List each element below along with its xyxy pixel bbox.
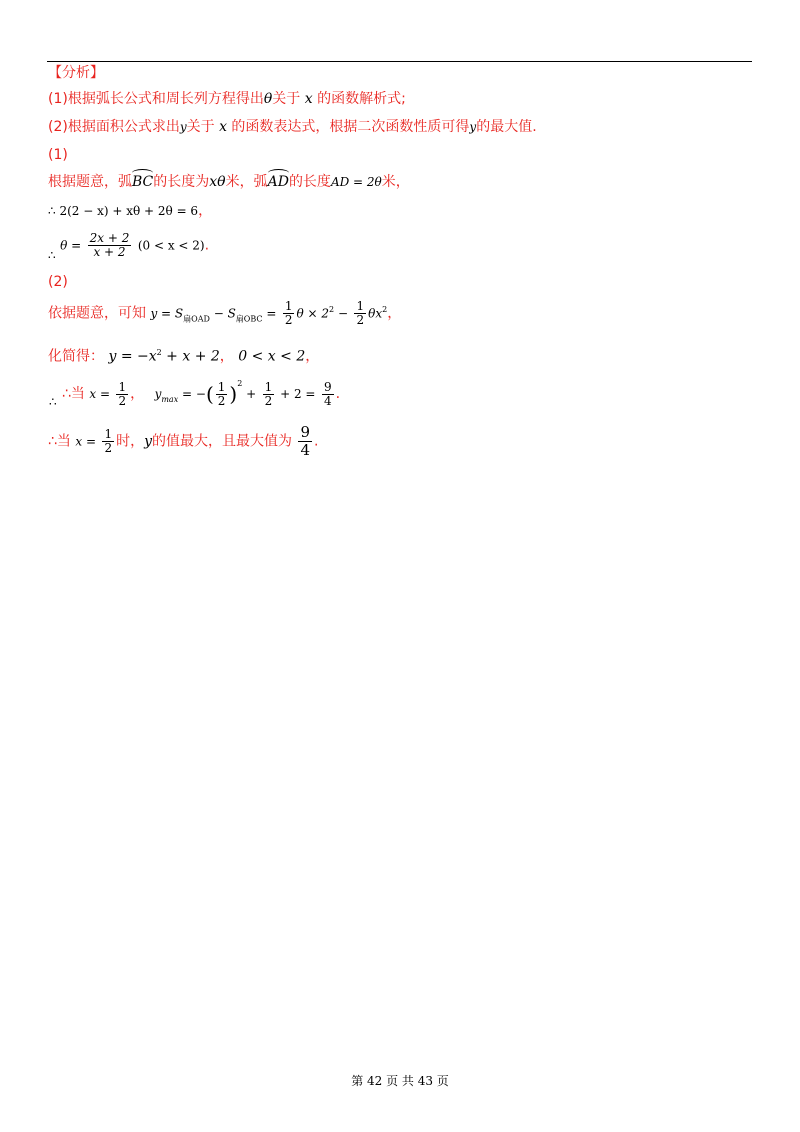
part1-label: (1) bbox=[48, 147, 68, 163]
arc-bc: BC bbox=[132, 174, 154, 190]
analysis-line-1: (1)根据弧长公式和周长列方程得出θ关于 x 的函数解析式; bbox=[48, 91, 406, 107]
part1-arc-line: 根据题意，弧BC的长度为xθ米，弧AD的长度AD = 2θ米， bbox=[48, 174, 410, 190]
analysis-line-2: (2)根据面积公式求出y关于 x 的函数表达式，根据二次函数性质可得y的最大值. bbox=[48, 119, 537, 135]
part2-simplified: 化简得： $y = -x^2 + x + 2$， 0 < x < 2， bbox=[48, 348, 320, 365]
arc-ad: AD bbox=[267, 174, 289, 190]
conclusion: ∴当 x = $\frac{1}{2}$ 时，y的值最大，且最大值为 $\frac{9}{4}$ . bbox=[48, 423, 319, 459]
top-rule bbox=[47, 61, 752, 62]
part2-max-calc: ∴ ∴当 x = $\frac{1}{2}$ ， $y_{max}$ = −( $\frac{1}{2}$ )$^2$ + $\frac{1}{2}$ + 2 = $\frac{9}{4}$ . bbox=[49, 379, 341, 409]
part2-area-line: 依据题意，可知 $y = S_{扇OAD} - S_{扇OBC}$ = $\frac{1}{2}$ $\theta \times 2^2$ − $\frac{1}{2}$ $\theta x^2$， bbox=[48, 299, 402, 327]
page-footer: 第 42 页 共 43 页 bbox=[351, 1074, 449, 1088]
part1-theta-result: ∴ θ = $\frac{2x + 2}{x + 2}$ (0 < x < 2). bbox=[48, 231, 210, 263]
part1-equation: ∴ 2(2 − x) + xθ + 2θ = 6， bbox=[48, 203, 213, 219]
part2-label: (2) bbox=[48, 274, 68, 290]
section-title: 【分析】 bbox=[48, 65, 104, 81]
